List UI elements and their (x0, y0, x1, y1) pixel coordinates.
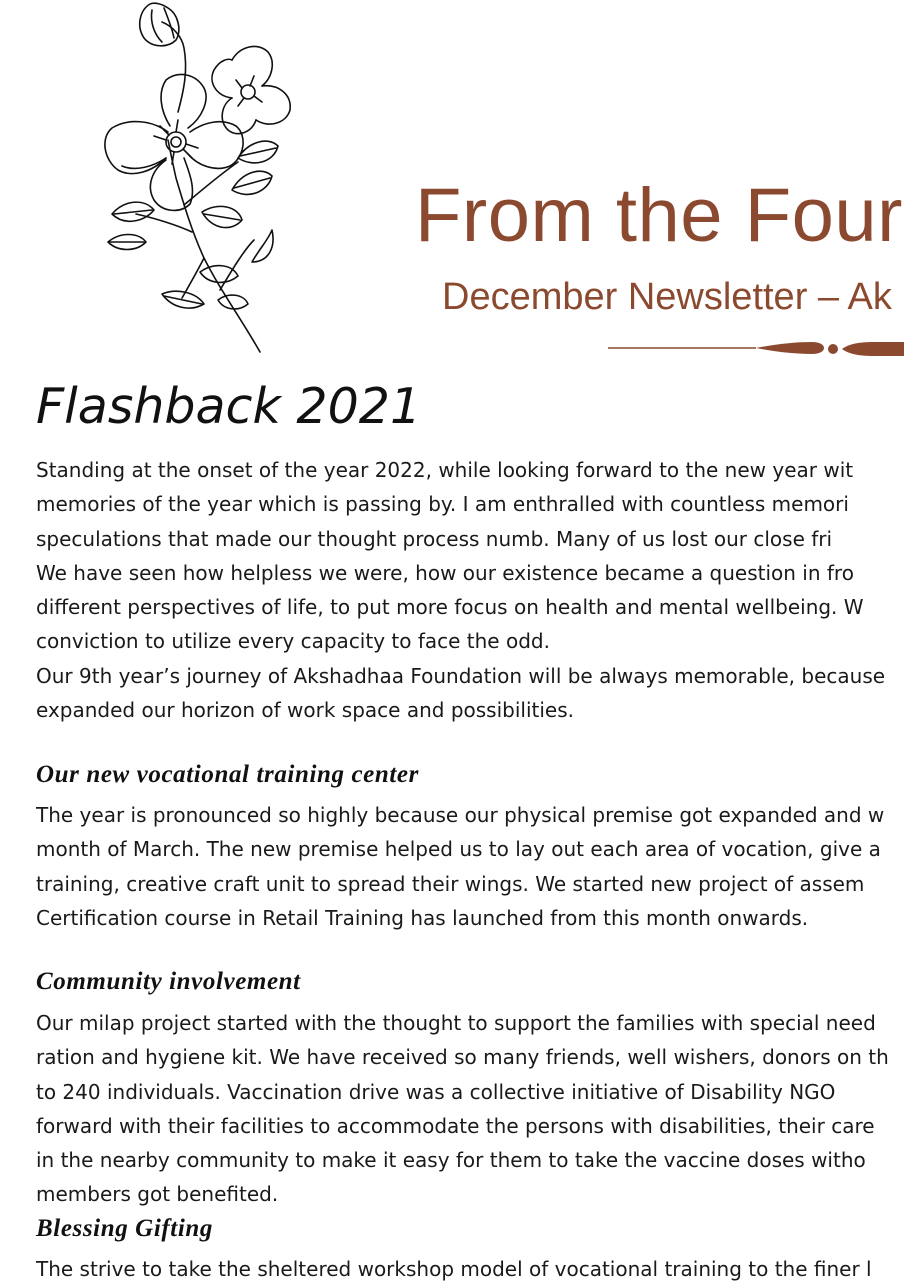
section-heading-vocational: Our new vocational training center (36, 761, 419, 788)
text-line: month of March. The new premise helped us to lay out each area of vocation, give a (36, 837, 881, 862)
text-line: speculations that made our thought process numb. Many of us lost our close fri (36, 526, 833, 551)
intro-paragraph (36, 453, 885, 727)
text-line: forward with their facilities to accommodate the persons with disabilities, their care (36, 1113, 875, 1138)
text-line: Our 9th year’s journey of Akshadhaa Foundation will be always memorable, because (36, 663, 886, 688)
newsletter-title: From the Four (415, 173, 903, 258)
text-line: We have seen how helpless we were, how our existence became a question in fro (36, 560, 854, 585)
section-paragraph-community (36, 1006, 889, 1212)
section-paragraph-vocational (36, 798, 884, 935)
text-line: Our milap project started with the thought to support the families with special need (36, 1011, 876, 1035)
divider-ornament (606, 338, 904, 360)
section-paragraph-blessing (36, 1252, 872, 1286)
text-line: conviction to utilize every capacity to face the odd. (36, 629, 550, 654)
text-line: The year is pronounced so highly because our physical premise got expanded and w (36, 803, 885, 827)
flower-illustration (92, 0, 298, 354)
text-line: Certification course in Retail Training has launched from this month onwards. (36, 905, 809, 930)
text-line: members got benefited. (36, 1182, 279, 1207)
text-line: The strive to take the sheltered workshop model of vocational training to the finer l (36, 1257, 872, 1281)
text-line: to 240 individuals. Vaccination drive was a collective initiative of Disability NGO (36, 1079, 836, 1104)
text-line: in the nearby community to make it easy for them to take the vaccine doses witho (36, 1148, 866, 1173)
text-line: memories of the year which is passing by. I am enthralled with countless memori (36, 492, 849, 517)
text-line: expanded our horizon of work space and possibilities. (36, 698, 574, 723)
newsletter-subtitle: December Newsletter – Ak (442, 276, 892, 318)
text-line: training, creative craft unit to spread their wings. We started new project of assem (36, 871, 865, 896)
section-heading-blessing: Blessing Gifting (36, 1215, 213, 1242)
section-heading-community: Community involvement (36, 968, 301, 995)
text-line: Standing at the onset of the year 2022, while looking forward to the new year wit (36, 458, 854, 482)
article-heading: Flashback 2021 (36, 378, 422, 435)
text-line: ration and hygiene kit. We have received so many friends, well wishers, donors on th (36, 1045, 889, 1070)
text-line: different perspectives of life, to put more focus on health and mental wellbeing. W (36, 595, 864, 620)
